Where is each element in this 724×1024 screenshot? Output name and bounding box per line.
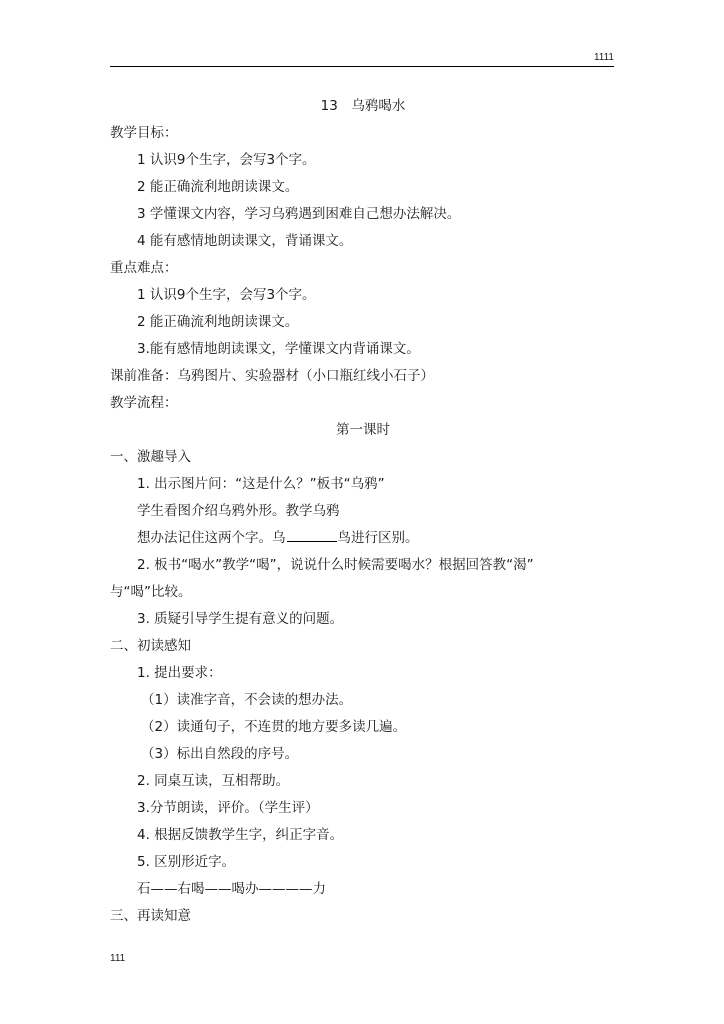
key-points-heading: 重点难点： — [110, 260, 178, 276]
lesson-title: 第一课时 — [336, 422, 390, 438]
goal-item-3: 3 学懂课文内容，学习乌鸦遇到困难自己想办法解决。 — [137, 206, 461, 222]
section1-line-3 — [110, 525, 616, 552]
section1-line-1: 1. 出示图片问：“这是什么？”板书“乌鸦” — [137, 476, 385, 492]
goal-item-4: 4 能有感情地朗读课文，背诵课文。 — [137, 233, 353, 249]
section1-line-3-end: 鸟进行区别。 — [337, 530, 419, 546]
section1-line-6: 3. 质疑引导学生提有意义的问题。 — [137, 611, 344, 627]
section2-item-9: 石——右喝——喝办————力 — [137, 881, 326, 897]
section3-heading: 三、再读知意 — [110, 908, 191, 924]
section1-line-5: 与“喝”比较。 — [110, 584, 192, 600]
section2-item-8: 5. 区别形近字。 — [137, 854, 236, 870]
header-rule — [110, 66, 614, 67]
goal-item-2: 2 能正确流利地朗读课文。 — [137, 179, 299, 195]
document-body — [110, 93, 616, 930]
fill-in-blank — [287, 527, 337, 542]
section2-item-4: （3）标出自然段的序号。 — [141, 746, 299, 762]
key-point-item-2: 2 能正确流利地朗读课文。 — [137, 314, 299, 330]
section1-heading: 一、激趣导入 — [110, 449, 191, 465]
section1-line-3-start: 想办法记住这两个字。乌 — [137, 530, 286, 546]
goals-heading: 教学目标： — [110, 125, 178, 141]
section2-heading: 二、初读感知 — [110, 638, 191, 654]
footer-page-number: 111 — [110, 953, 126, 964]
section1-line-4: 2. 板书“喝水”教学“喝”，说说什么时候需要喝水？根据回答教“渴” — [137, 557, 534, 573]
section2-item-2: （1）读准字音，不会读的想办法。 — [141, 692, 353, 708]
flow-heading: 教学流程： — [110, 395, 178, 411]
section2-item-1: 1. 提出要求： — [137, 665, 222, 681]
prep-line: 课前准备：乌鸦图片、实验器材（小口瓶红线小石子） — [110, 368, 434, 384]
section2-item-6: 3.分节朗读，评价。（学生评） — [137, 800, 319, 816]
section2-item-7: 4. 根据反馈教学生字，纠正字音。 — [137, 827, 344, 843]
section2-item-3: （2）读通句子，不连贯的地方要多读几遍。 — [141, 719, 407, 735]
section2-item-5: 2. 同桌互读，互相帮助。 — [137, 773, 290, 789]
key-point-item-3: 3.能有感情地朗读课文，学懂课文内背诵课文。 — [137, 341, 420, 357]
lesson-heading: 13 乌鸦喝水 — [320, 98, 406, 114]
key-point-item-1: 1 认识9个生字，会写3个字。 — [137, 287, 316, 303]
header-page-number: 1111 — [593, 52, 614, 63]
section1-line-2: 学生看图介绍乌鸦外形。教学乌鸦 — [137, 503, 340, 519]
goal-item-1: 1 认识9个生字，会写3个字。 — [137, 152, 316, 168]
